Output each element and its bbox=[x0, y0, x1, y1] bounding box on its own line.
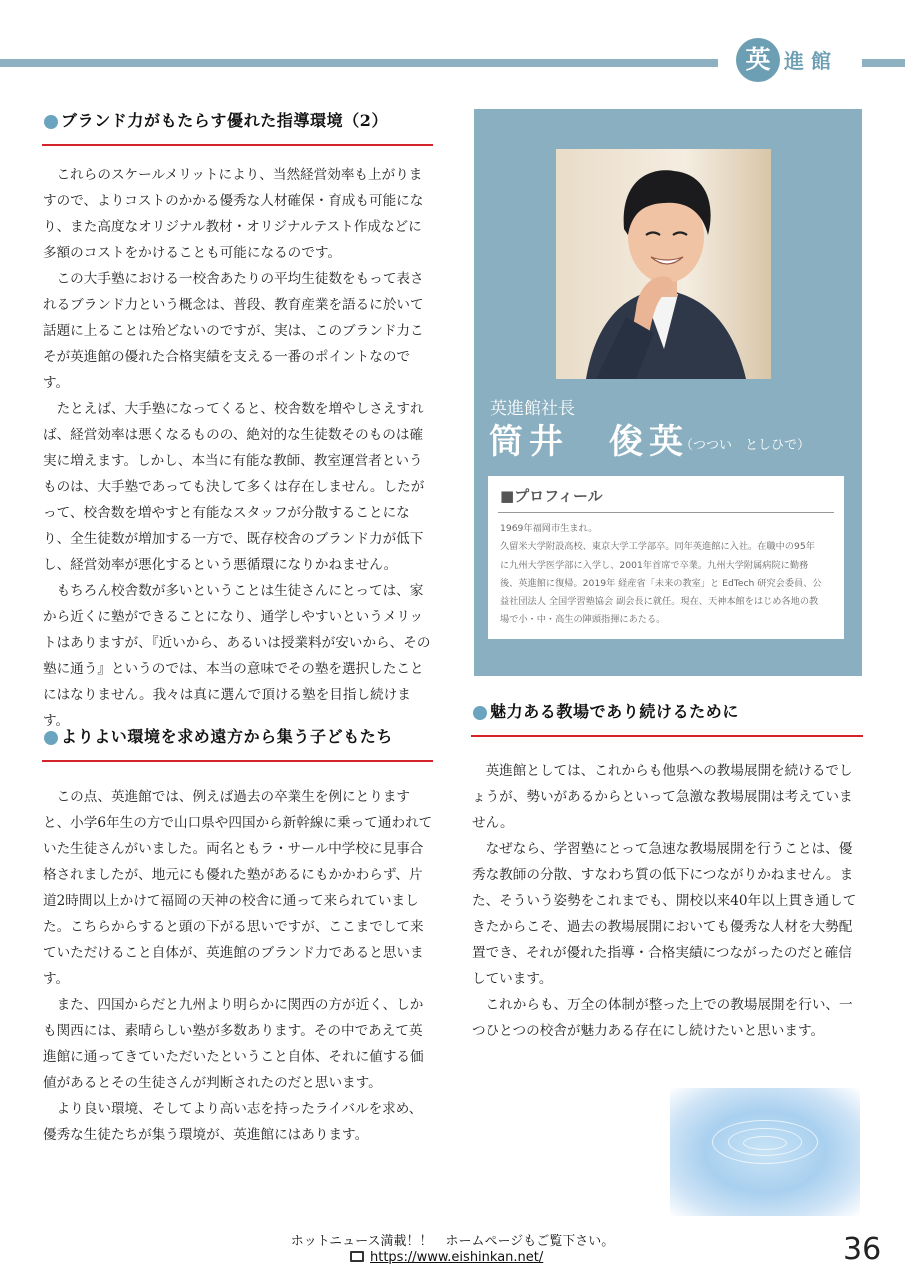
profile-panel bbox=[474, 109, 862, 676]
paragraph: もちろん校舎数が多いということは生徒さんにとっては、家から近くに塾ができることになり、通学しやすいというメリットはありますが、『近いから、あるいは授業料が安いから、その塾に通う』というのでは、本当の意味でその塾を選択したことにはなりません。我々は真に選んで頂ける塾を目指し続けます。 bbox=[43, 583, 431, 729]
paragraph: これらのスケールメリットにより、当然経営効率も上がりますので、よりコストのかかる優秀な人材確保・育成も可能になり、また高度なオリジナル教材・オリジナルテスト作成などに多額のコストをかけることも可能になるのです。 bbox=[43, 167, 424, 261]
header-rule-right bbox=[862, 59, 905, 67]
profile-role: 英進館社長 bbox=[490, 399, 575, 419]
section-heading-better-env bbox=[42, 722, 433, 762]
divider bbox=[498, 512, 834, 513]
profile-line: 益社団法人 全国学習塾協会 副会長に就任。現在、天神本館をはじめ各地の教 bbox=[500, 596, 819, 608]
portrait-figure-icon bbox=[556, 149, 771, 379]
profile-line: 後、英進館に復帰。2019年 経産省「未来の教室」と EdTech 研究会委員、公 bbox=[500, 577, 822, 589]
page-number: 36 bbox=[843, 1232, 882, 1267]
header-rule-left bbox=[0, 59, 718, 67]
bullet-dot-icon bbox=[473, 706, 487, 720]
bullet-dot-icon bbox=[44, 115, 58, 129]
paragraph: より良い環境、そしてより高い志を持ったライバルを求め、優秀な生徒たちが集う環境が、英進館にはあります。 bbox=[43, 1101, 423, 1143]
footer-website bbox=[350, 1250, 543, 1265]
profile-line: に九州大学医学部に入学し、2001年首席で卒業。九州大学附属病院に勤務 bbox=[500, 559, 809, 571]
paragraph: また、四国からだと九州より明らかに関西の方が近く、しかも関西には、素晴らしい塾が多数あります。その中であえて英進館に通ってきていただいたということ自体、それに値する価値があるとその生徒さんが判断されたのだと思います。 bbox=[43, 997, 424, 1091]
profile-reading: （つつい としひで） bbox=[680, 438, 811, 453]
section-title: ブランド力がもたらす優れた指導環境（2） bbox=[61, 111, 389, 130]
water-ripple-image bbox=[670, 1088, 860, 1216]
brand-logo bbox=[736, 38, 862, 84]
profile-line: 場で小・中・高生の陣頭指揮にあたる。 bbox=[500, 614, 666, 626]
paragraph: たとえば、大手塾になってくると、校舎数を増やしさえすれば、経営効率は悪くなるものの、絶対的な生徒数そのものは確実に増えます。しかし、本当に有能な教師、教室運営者というものは、大手塾であっても決して多くは存在しません。したがって、校舎数を増やすと有能なスタッフが分散することになり、全生徒数が増加する一方で、既存校舎のブランド力が低下し、経営効率が悪化するという悪循環になりかねません。 bbox=[43, 401, 425, 573]
section-body-attractive bbox=[472, 758, 864, 1044]
profile-name: 筒井 俊英 bbox=[489, 422, 689, 462]
portrait-photo bbox=[556, 149, 771, 379]
paragraph: この大手塾における一校舎あたりの平均生徒数をもって表されるブランド力という概念は、普段、教育産業を語るに於いて話題に上ることは殆どないのですが、実は、このブランド力こそが英進館の優れた合格実績を支える一番のポイントなのです。 bbox=[43, 271, 424, 391]
website-link[interactable]: https://www.eishinkan.net/ bbox=[370, 1250, 544, 1265]
section-title: 魅力ある教場であり続けるために bbox=[490, 702, 740, 721]
brand-logo-text: 進館 bbox=[784, 49, 838, 73]
section-heading-brand-env bbox=[42, 106, 433, 146]
section-body-better-env bbox=[43, 784, 435, 1148]
section-title: よりよい環境を求め遠方から集う子どもたち bbox=[61, 727, 394, 746]
profile-card-title: ■プロフィール bbox=[500, 487, 603, 505]
computer-icon bbox=[350, 1251, 364, 1262]
paragraph: 英進館としては、これからも他県への教場展開を続けるでしょうが、勢いがあるからといって急激な教場展開は考えていません。 bbox=[472, 763, 853, 831]
profile-card bbox=[488, 476, 844, 639]
brand-logo-mark: 英 bbox=[736, 38, 780, 82]
section-body-brand-env bbox=[43, 162, 435, 734]
paragraph: これからも、万全の体制が整った上での教場展開を行い、一つひとつの校舎が魅力ある存在にし続けたいと思います。 bbox=[472, 997, 853, 1039]
profile-line: 1969年福岡市生まれ。 bbox=[500, 523, 598, 534]
profile-line: 久留米大学附設高校、東京大学工学部卒。同年英進館に入社。在職中の95年 bbox=[500, 541, 815, 553]
paragraph: この点、英進館では、例えば過去の卒業生を例にとりますと、小学6年生の方で山口県や四国から新幹線に乗って通われていた生徒さんがいました。両名ともラ・サール中学校に見事合格されましたが、地元にも優れた塾があるにもかかわらず、片道2時間以上かけて福岡の天神の校舎に通って来られていました。こちらからすると頭の下がる思いですが、ここまでして来ていただけること自体が、英進館のブランド力であると思います。 bbox=[43, 789, 433, 987]
profile-card-text bbox=[500, 520, 838, 630]
bullet-dot-icon bbox=[44, 731, 58, 745]
section-heading-attractive bbox=[471, 697, 863, 737]
footer-notice: ホットニュース満載！！ ホームページもご覧下さい。 bbox=[290, 1234, 615, 1249]
paragraph: なぜなら、学習塾にとって急速な教場展開を行うことは、優秀な教師の分散、すなわち質の低下につながりかねません。また、そういう姿勢をこれまでも、開校以来40年以上貫き通してきたからこそ、過去の教場展開においても優秀な人材を大勢配置でき、それが優れた指導・合格実績につながったのだと確信しています。 bbox=[472, 841, 857, 987]
